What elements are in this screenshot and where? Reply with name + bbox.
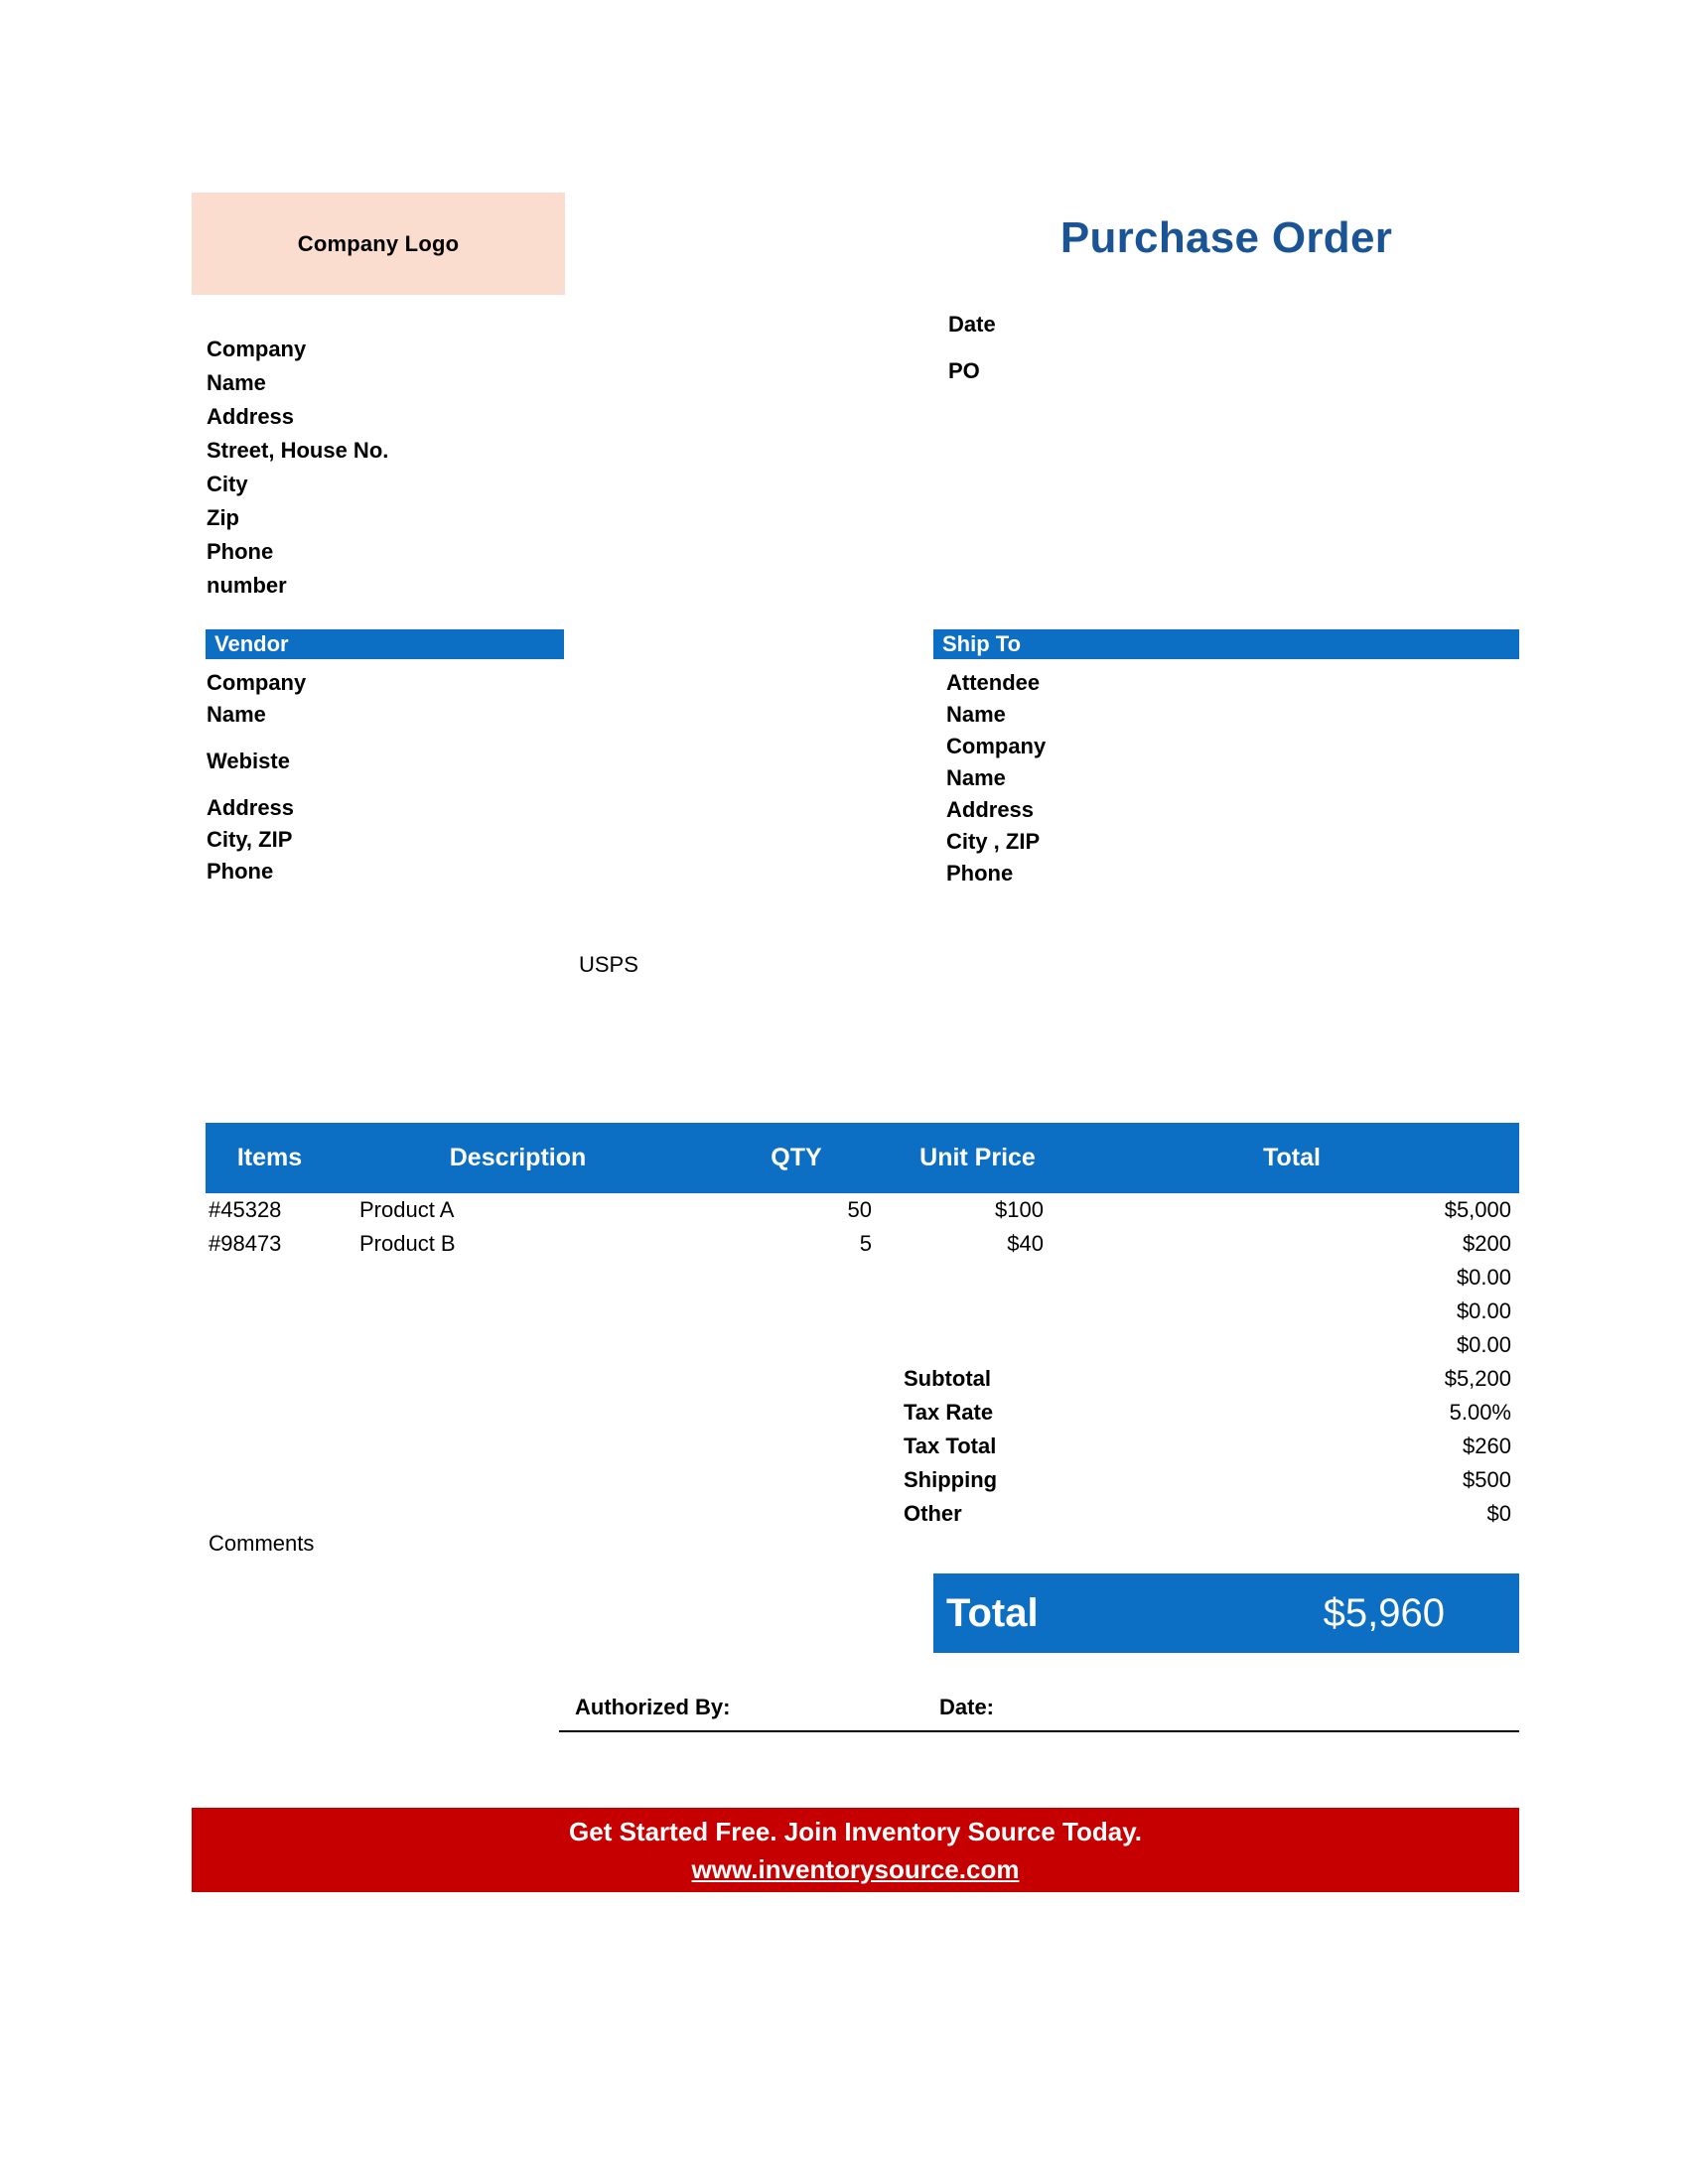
buyer-line-1: Company xyxy=(207,337,307,361)
ship-to-line-5: Address xyxy=(946,797,1035,822)
column-header-description: Description xyxy=(449,1144,587,1171)
cell-items: #98473 xyxy=(209,1231,282,1256)
items-table-header-row xyxy=(206,1123,1519,1193)
buyer-line-7: Phone xyxy=(207,539,274,564)
company-logo-label: Company Logo xyxy=(297,230,460,256)
authorization-line xyxy=(559,1695,1519,1732)
ship-to-line-4: Name xyxy=(946,765,1006,790)
buyer-line-5: City xyxy=(207,472,248,496)
table-row[interactable] xyxy=(206,1193,1519,1227)
vendor-line-3: Webiste xyxy=(207,749,290,773)
vendor-spacer-1 xyxy=(207,731,624,746)
buyer-line-8: number xyxy=(207,573,287,598)
vendor-spacer-2 xyxy=(207,777,624,792)
other-value: $0 xyxy=(1486,1501,1511,1526)
column-header-items: Items xyxy=(236,1144,303,1171)
company-logo-placeholder[interactable] xyxy=(192,193,565,295)
summary-spacer xyxy=(206,1362,891,1396)
document-meta-block xyxy=(948,301,996,394)
column-header-unit-price: Unit Price xyxy=(919,1144,1036,1171)
vendor-line-4: Address xyxy=(207,795,295,820)
summary-spacer xyxy=(206,1497,891,1531)
po-number-label: PO xyxy=(948,358,980,383)
vendor-line-1: Company xyxy=(207,670,307,695)
cell-qty: 50 xyxy=(847,1197,872,1222)
cell-unit-price: $100 xyxy=(995,1197,1044,1222)
table-row[interactable] xyxy=(206,1261,1519,1295)
vendor-line-6: Phone xyxy=(207,859,274,884)
cell-items: #45328 xyxy=(209,1197,282,1222)
subtotal-value: $5,200 xyxy=(1444,1366,1511,1391)
vendor-section-header: Vendor xyxy=(206,629,564,659)
cell-description xyxy=(334,1261,702,1295)
column-header-total: Total xyxy=(1263,1144,1321,1171)
items-table xyxy=(206,1123,1519,1531)
ship-to-address-block xyxy=(946,667,1363,889)
table-row[interactable] xyxy=(206,1328,1519,1362)
cell-description: Product A xyxy=(359,1197,455,1222)
authorization-date-label: Date: xyxy=(939,1695,995,1719)
ship-to-line-7: Phone xyxy=(946,861,1014,886)
buyer-address-block xyxy=(207,333,624,603)
cell-total: $0.00 xyxy=(1456,1332,1511,1357)
table-row[interactable] xyxy=(206,1295,1519,1328)
summary-row-other xyxy=(206,1497,1519,1531)
tax-rate-label: Tax Rate xyxy=(904,1400,994,1425)
tax-total-value: $260 xyxy=(1463,1433,1511,1458)
summary-row-tax-total xyxy=(206,1430,1519,1463)
vendor-line-5: City, ZIP xyxy=(207,827,293,852)
ship-to-line-6: City , ZIP xyxy=(946,829,1041,854)
subtotal-label: Subtotal xyxy=(904,1366,991,1391)
cell-qty xyxy=(702,1295,891,1328)
promo-website-link[interactable]: www.inventorysource.com xyxy=(691,1853,1020,1884)
buyer-line-3: Address xyxy=(207,404,295,429)
ship-to-line-3: Company xyxy=(946,734,1047,758)
cell-items xyxy=(206,1328,334,1362)
grand-total-bar xyxy=(933,1573,1519,1653)
cell-unit-price xyxy=(891,1295,1064,1328)
cell-unit-price xyxy=(891,1328,1064,1362)
other-label: Other xyxy=(904,1501,962,1526)
comments-label: Comments xyxy=(209,1531,315,1556)
cell-description xyxy=(334,1328,702,1362)
cell-total: $200 xyxy=(1463,1231,1511,1256)
table-row[interactable] xyxy=(206,1227,1519,1261)
vendor-line-2: Name xyxy=(207,702,266,727)
cell-description xyxy=(334,1295,702,1328)
tax-total-label: Tax Total xyxy=(904,1433,997,1458)
cell-items xyxy=(206,1261,334,1295)
buyer-line-6: Zip xyxy=(207,505,239,530)
cell-unit-price: $40 xyxy=(1007,1231,1044,1256)
cell-total: $0.00 xyxy=(1456,1298,1511,1323)
shipping-carrier: USPS xyxy=(579,952,638,977)
summary-row-shipping xyxy=(206,1463,1519,1497)
summary-spacer xyxy=(206,1463,891,1497)
cell-qty xyxy=(702,1328,891,1362)
promo-cta-text: Get Started Free. Join Inventory Source Today. xyxy=(569,1816,1142,1846)
summary-row-subtotal xyxy=(206,1362,1519,1396)
column-header-qty: QTY xyxy=(771,1144,822,1171)
buyer-line-2: Name xyxy=(207,370,266,395)
cell-qty: 5 xyxy=(859,1231,872,1256)
shipping-label: Shipping xyxy=(904,1467,998,1492)
cell-total: $5,000 xyxy=(1444,1197,1511,1222)
grand-total-label: Total xyxy=(946,1590,1039,1635)
shipping-value: $500 xyxy=(1463,1467,1511,1492)
summary-row-tax-rate xyxy=(206,1396,1519,1430)
page-title: Purchase Order xyxy=(1059,213,1393,262)
summary-spacer xyxy=(206,1430,891,1463)
cell-qty xyxy=(702,1261,891,1295)
cell-unit-price xyxy=(891,1261,1064,1295)
promo-footer-banner xyxy=(192,1808,1519,1892)
grand-total-value: $5,960 xyxy=(1323,1590,1445,1635)
authorized-by-label: Authorized By: xyxy=(575,1695,731,1719)
buyer-line-4: Street, House No. xyxy=(207,438,389,463)
cell-items xyxy=(206,1295,334,1328)
vendor-address-block xyxy=(207,667,624,887)
date-label: Date xyxy=(948,312,996,337)
cell-description: Product B xyxy=(359,1231,456,1256)
tax-rate-value: 5.00% xyxy=(1449,1400,1511,1425)
ship-to-line-2: Name xyxy=(946,702,1006,727)
summary-spacer xyxy=(206,1396,891,1430)
cell-total: $0.00 xyxy=(1456,1265,1511,1290)
ship-to-section-header: Ship To xyxy=(933,629,1519,659)
ship-to-line-1: Attendee xyxy=(946,670,1041,695)
